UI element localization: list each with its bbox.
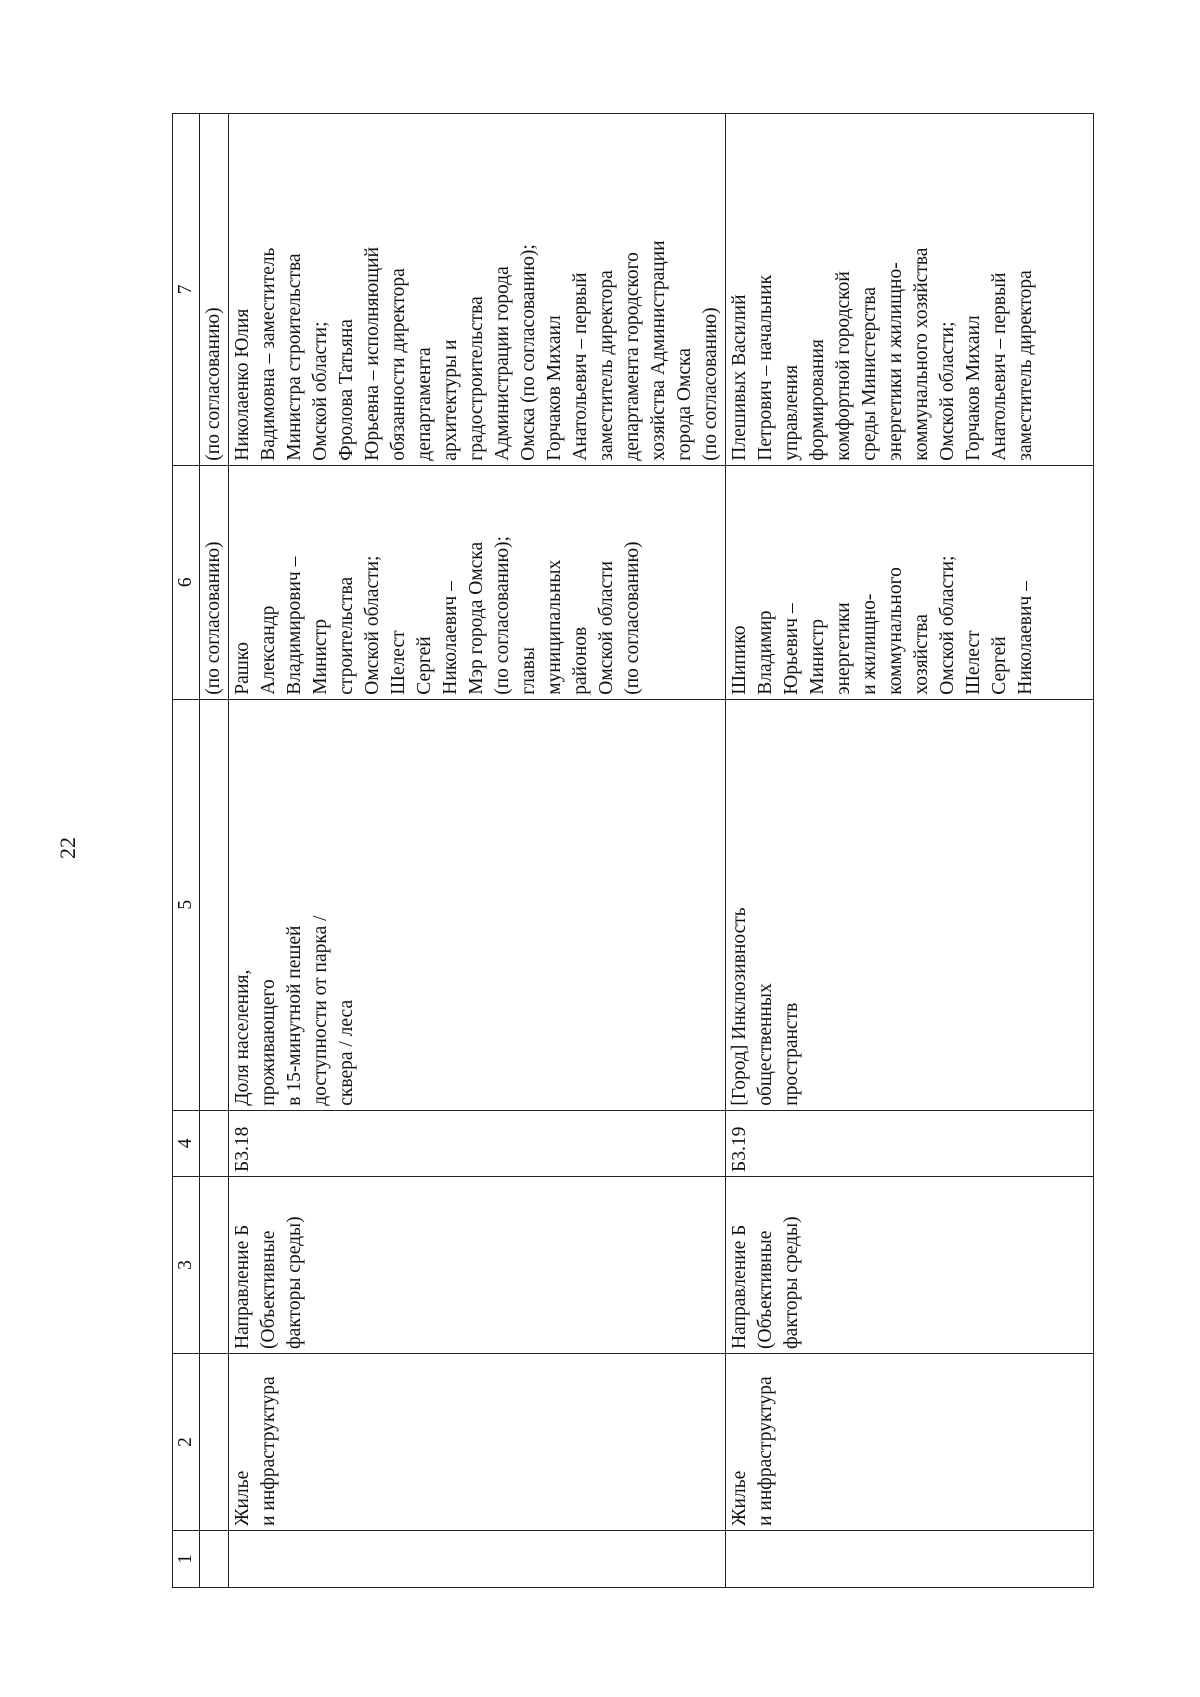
cell-line: коммунального	[885, 567, 906, 695]
cell-col7	[229, 114, 726, 466]
column-number: 7	[173, 114, 200, 466]
cell-line: районов	[570, 626, 591, 695]
cell-line: (по согласованию)	[622, 541, 643, 695]
cell-line: Юрьевич –	[781, 603, 802, 695]
table-cell	[200, 699, 229, 1110]
cell-line: формирования	[807, 339, 828, 461]
cell-line: Омской области;	[362, 555, 383, 695]
cell-line: факторы среды)	[284, 1216, 305, 1349]
cell-line: Рашко	[232, 642, 253, 695]
cell-col1	[726, 1530, 1094, 1587]
cell-line: хозяйства	[911, 614, 932, 695]
cell-line: обязанности директора	[388, 268, 409, 461]
cell-col3	[726, 1176, 1094, 1353]
cell-line: Анатольевич – первый	[570, 272, 591, 461]
cell-line: Направление Б	[232, 1224, 253, 1349]
cell-col6	[229, 465, 726, 699]
cell-line: Администрации города	[492, 266, 513, 461]
cell-line: заместитель директора	[596, 270, 617, 461]
cell-line: (по согласованию)	[700, 307, 721, 461]
cell-line: общественных	[755, 983, 776, 1106]
cell-line: заместитель директора	[1015, 270, 1036, 461]
cell-line: Николаевич –	[440, 581, 461, 695]
cell-line: Б3.19	[729, 1126, 750, 1172]
cell-line: энергетики и жилищно-	[885, 262, 906, 461]
cell-line: Б3.18	[232, 1126, 253, 1172]
cell-line: Омской области;	[310, 321, 331, 461]
continuation-cell-col7	[200, 114, 229, 466]
column-number-row	[173, 114, 200, 1588]
cell-line: Горчаков Михаил	[544, 315, 565, 461]
cell-line: в 15-минутной пешей	[284, 925, 305, 1106]
cell-line: департамента	[414, 347, 435, 461]
cell-line: Николаенко Юлия	[232, 308, 253, 461]
column-number: 1	[173, 1530, 200, 1587]
column-number: 4	[173, 1110, 200, 1176]
cell-line: Омской области	[596, 560, 617, 695]
cell-line: строительства	[336, 576, 357, 695]
column-number: 5	[173, 699, 200, 1110]
cell-line: пространств	[781, 1002, 802, 1106]
cell-line: хозяйства Администрации	[648, 240, 669, 461]
cell-line: Владимирович –	[284, 556, 305, 695]
cell-line: муниципальных	[544, 559, 565, 695]
cell-line: (по согласованию)	[203, 307, 224, 461]
cell-line: комфортной городской	[833, 271, 854, 461]
cell-line: (Объективные	[755, 1230, 776, 1349]
responsibility-table	[172, 113, 1094, 1588]
cell-line: (Объективные	[258, 1230, 279, 1349]
cell-col7	[726, 114, 1094, 466]
cell-line: Министр	[310, 618, 331, 695]
cell-line: Петрович – начальник	[755, 274, 776, 461]
table-cell	[200, 1176, 229, 1353]
cell-line: сквера / леса	[336, 999, 357, 1106]
cell-col6	[726, 465, 1094, 699]
cell-line: Омска (по согласованию);	[518, 244, 539, 461]
cell-line: города Омска	[674, 348, 695, 461]
cell-line: главы	[518, 647, 539, 695]
cell-line: Омской области;	[937, 555, 958, 695]
page-number: 22	[55, 837, 80, 859]
cell-col1	[229, 1530, 726, 1587]
column-number: 6	[173, 465, 200, 699]
cell-line: Министр	[807, 618, 828, 695]
cell-line: Владимир	[755, 610, 776, 695]
cell-line: Николаевич –	[1015, 581, 1036, 695]
cell-col2	[229, 1353, 726, 1530]
cell-line: Шелест	[388, 630, 409, 695]
table-cell	[200, 1530, 229, 1587]
cell-line: проживающего	[258, 979, 279, 1106]
cell-col5	[726, 699, 1094, 1110]
cell-line: факторы среды)	[781, 1216, 802, 1349]
cell-line: Жилье	[729, 1470, 750, 1526]
cell-col4	[229, 1110, 726, 1176]
cell-line: среды Министерства	[859, 286, 880, 461]
cell-line: Александр	[258, 605, 279, 695]
cell-line: (по согласованию);	[492, 536, 513, 695]
column-number: 3	[173, 1176, 200, 1353]
cell-line: Анатольевич – первый	[989, 272, 1010, 461]
cell-line: коммунального хозяйства	[911, 247, 932, 461]
cell-line: Юрьевна – исполняющий	[362, 246, 383, 461]
cell-line: энергетики	[833, 602, 854, 695]
cell-line: Жилье	[232, 1470, 253, 1526]
cell-line: (по согласованию)	[203, 541, 224, 695]
cell-line: Министра строительства	[284, 253, 305, 461]
cell-line: доступности от парка /	[310, 915, 331, 1106]
cell-line: Омской области;	[937, 321, 958, 461]
table-cell	[200, 1110, 229, 1176]
cell-col5	[229, 699, 726, 1110]
cell-line: Плешивых Василий	[729, 294, 750, 461]
continuation-row	[200, 114, 229, 1588]
table-cell	[200, 1353, 229, 1530]
cell-line: архитектуры и	[440, 339, 461, 461]
cell-line: [Город] Инклюзивность	[729, 907, 750, 1106]
rotated-table-wrapper	[172, 113, 1094, 1588]
cell-line: Сергей	[414, 636, 435, 695]
cell-line: Доля населения,	[232, 969, 253, 1106]
cell-line: департамента городского	[622, 252, 643, 461]
column-number: 2	[173, 1353, 200, 1530]
continuation-cell-col6	[200, 465, 229, 699]
cell-line: Шелест	[963, 630, 984, 695]
cell-line: Горчаков Михаил	[963, 315, 984, 461]
cell-col2	[726, 1353, 1094, 1530]
cell-line: Направление Б	[729, 1224, 750, 1349]
cell-line: и жилищно-	[859, 593, 880, 695]
cell-col4	[726, 1110, 1094, 1176]
cell-col3	[229, 1176, 726, 1353]
cell-line: Фролова Татьяна	[336, 319, 357, 461]
table-row	[726, 114, 1094, 1588]
cell-line: Мэр города Омска	[466, 541, 487, 695]
cell-line: Сергей	[989, 636, 1010, 695]
cell-line: Шипико	[729, 625, 750, 695]
cell-line: управления	[781, 364, 802, 461]
table-row	[229, 114, 726, 1588]
cell-line: и инфраструктура	[258, 1376, 279, 1526]
cell-line: и инфраструктура	[755, 1376, 776, 1526]
cell-line: Вадимовна – заместитель	[258, 247, 279, 461]
cell-line: градостроительства	[466, 296, 487, 461]
